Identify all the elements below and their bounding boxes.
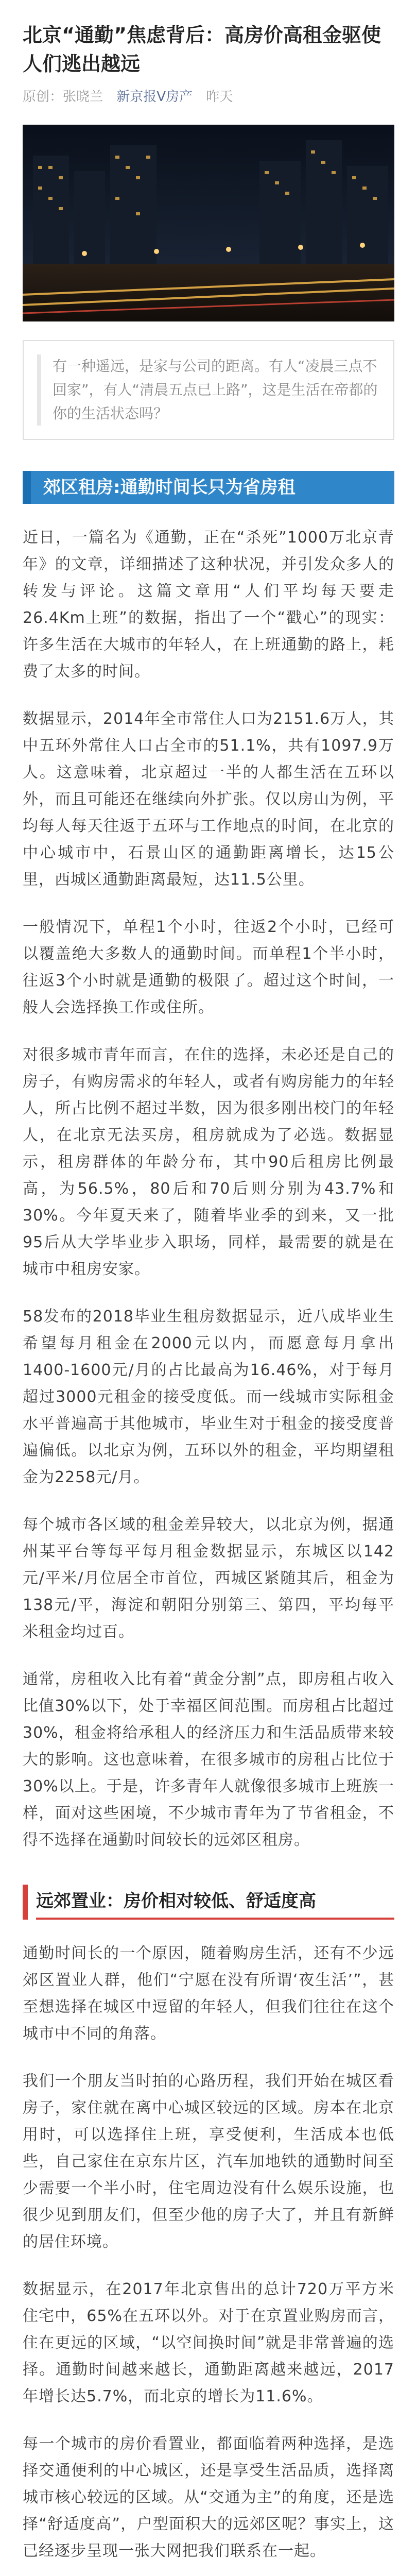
- article-meta: [23, 88, 394, 106]
- heading-accent-block: [23, 471, 31, 504]
- article-title: 北京“通勤”焦虑背后：高房价高租金驱使人们逃出越远: [23, 24, 381, 75]
- heading-accent-block: [23, 1885, 28, 1920]
- paragraph: 对很多城市青年而言，在住的选择，未必还是自己的房子，有购房需求的年轻人，或者有购房能力的年轻人，所占比例不超过半数，因为很多刚出校门的年轻人，在北京无法买房，租房就成为了必选。数据显示，租房群体的年龄分布，其中90后租房比例最高，为56.5%，80后和70后则分别为43.7%和30%。今年夏天来了，随着毕业季的到来，又一批95后从大学毕业步入职场，同样，最需要的就是在城市中租房安家。: [23, 1046, 394, 1278]
- paragraph: 每一个城市的房价看置业，都面临着两种选择，是选择交通便利的中心城区，还是享受生活品质，选择离城市核心较远的区域。从“交通为主”的角度，还是选择“舒适度高”，户型面积大的远郊区呢？事实上，这已经逐步呈现一张大网把我们联系在一起。: [23, 2435, 394, 2560]
- paragraph: 通常，房租收入比有着“黄金分割”点，即房租占收入比值30%以下，处于幸福区间范围。而房租占比超过30%，租金将给承租人的经济压力和生活品质带来较大的影响。这也意味着，在很多城市的房租占比位于30%以上。于是，许多青年人就像很多城市上班族一样，面对这些困境，不少城市青年为了节省租金，不得不选择在通勤时间较长的远郊区租房。: [23, 1670, 394, 1849]
- author-label: 原创：张晓兰: [23, 89, 103, 105]
- paragraph: 数据显示，2014年全市常住人口为2151.6万人，其中五环外常住人口占全市的51.1%，共有1097.9万人。这意味着，北京超过一半的人都生活在五环以外，而且可能还在继续向外扩张。仅以房山为例，平均每人每天往返于五环与工作地点的时间，在北京的中心城市中，石景山区的通勤距离增长，达15公里，西城区通勤距离最短，达11.5公里。: [23, 710, 394, 889]
- publish-time: 昨天: [206, 89, 233, 105]
- paragraph: 通勤时间长的一个原因，随着购房生活，还有不少远郊区置业人群，他们“宁愿在没有所谓‘夜生活’”，甚至想选择在城区中逗留的年轻人，但我们往往在这个城市中不同的角落。: [23, 1944, 394, 2043]
- account-link[interactable]: 新京报V房产: [116, 89, 193, 105]
- paragraph: 58发布的2018毕业生租房数据显示，近八成毕业生希望每月租金在2000元以内，而愿意每月拿出1400-1600元/月的占比最高为16.46%，对于每月超过3000元租金的接受度低。而一线城市实际租金水平普遍高于其他城市，毕业生对于租金的接受度普遍偏低。以北京为例，五环以外的租金，平均期望租金为2258元/月。: [23, 1308, 394, 1486]
- paragraph: 我们一个朋友当时拍的心路历程，我们开始在城区看房子，家住就在离中心城区较远的区域。房本在北京用时，可以选择住上班，享受便利，生活成本也低些，自己家住在京东片区，汽车加地铁的通勤时间至少需要一个半小时，住宅周边没有什么娱乐设施，也很少见到朋友们，但至少他的房子大了，并且有新鲜的居住环境。: [23, 2072, 394, 2251]
- paragraph: 数据显示，在2017年北京售出的总计720万平方米住宅中，65%在五环以外。对于在京置业购房而言，住在更远的区域，“以空间换时间”就是非常普遍的选择。通勤时间越来越长，通勤距离越来越远，2017年增长达5.7%，而北京的增长为11.6%。: [23, 2280, 394, 2405]
- section-heading-rent: [23, 471, 394, 504]
- paragraph: 一般情况下，单程1个小时，往返2个小时，已经可以覆盖绝大多数人的通勤时间。而单程1个半小时，往返3个小时就是通勤的极限了。超过这个时间，一般人会选择换工作或住所。: [23, 918, 394, 1016]
- intro-quote: [23, 340, 394, 440]
- quote-bar: [37, 354, 41, 426]
- section-heading-label: 郊区租房:通勤时间长只为省房租: [31, 471, 394, 504]
- quote-text: 有一种遥远，是家与公司的距离。有人“凌晨三点不回家”，有人“清晨五点已上路”，这是生活在帝都的你的生活状态吗？: [53, 358, 378, 422]
- city-night-photo: [23, 125, 394, 321]
- paragraph: 每个城市各区域的租金差异较大，以北京为例，据通州某平台等每平每月租金数据显示，东城区以142元/平米/月位居全市首位，西城区紧随其后，租金为138元/平，海淀和朝阳分别第三、第四，平均每平米租金均过百。: [23, 1516, 394, 1641]
- paragraph: 近日，一篇名为《通勤，正在“杀死”1000万北京青年》的文章，详细描述了这种状况，并引发众多人的转发与评论。这篇文章用“人们平均每天要走26.4Km上班”的数据，指出了一个“戳心”的现实：许多生活在大城市的年轻人，在上班通勤的路上，耗费了太多的时间。: [23, 529, 394, 681]
- section-heading-label: 远郊置业：房价相对较低、舒适度高: [36, 1885, 394, 1920]
- hero-image: [23, 125, 394, 321]
- section-heading-buy: [23, 1885, 394, 1920]
